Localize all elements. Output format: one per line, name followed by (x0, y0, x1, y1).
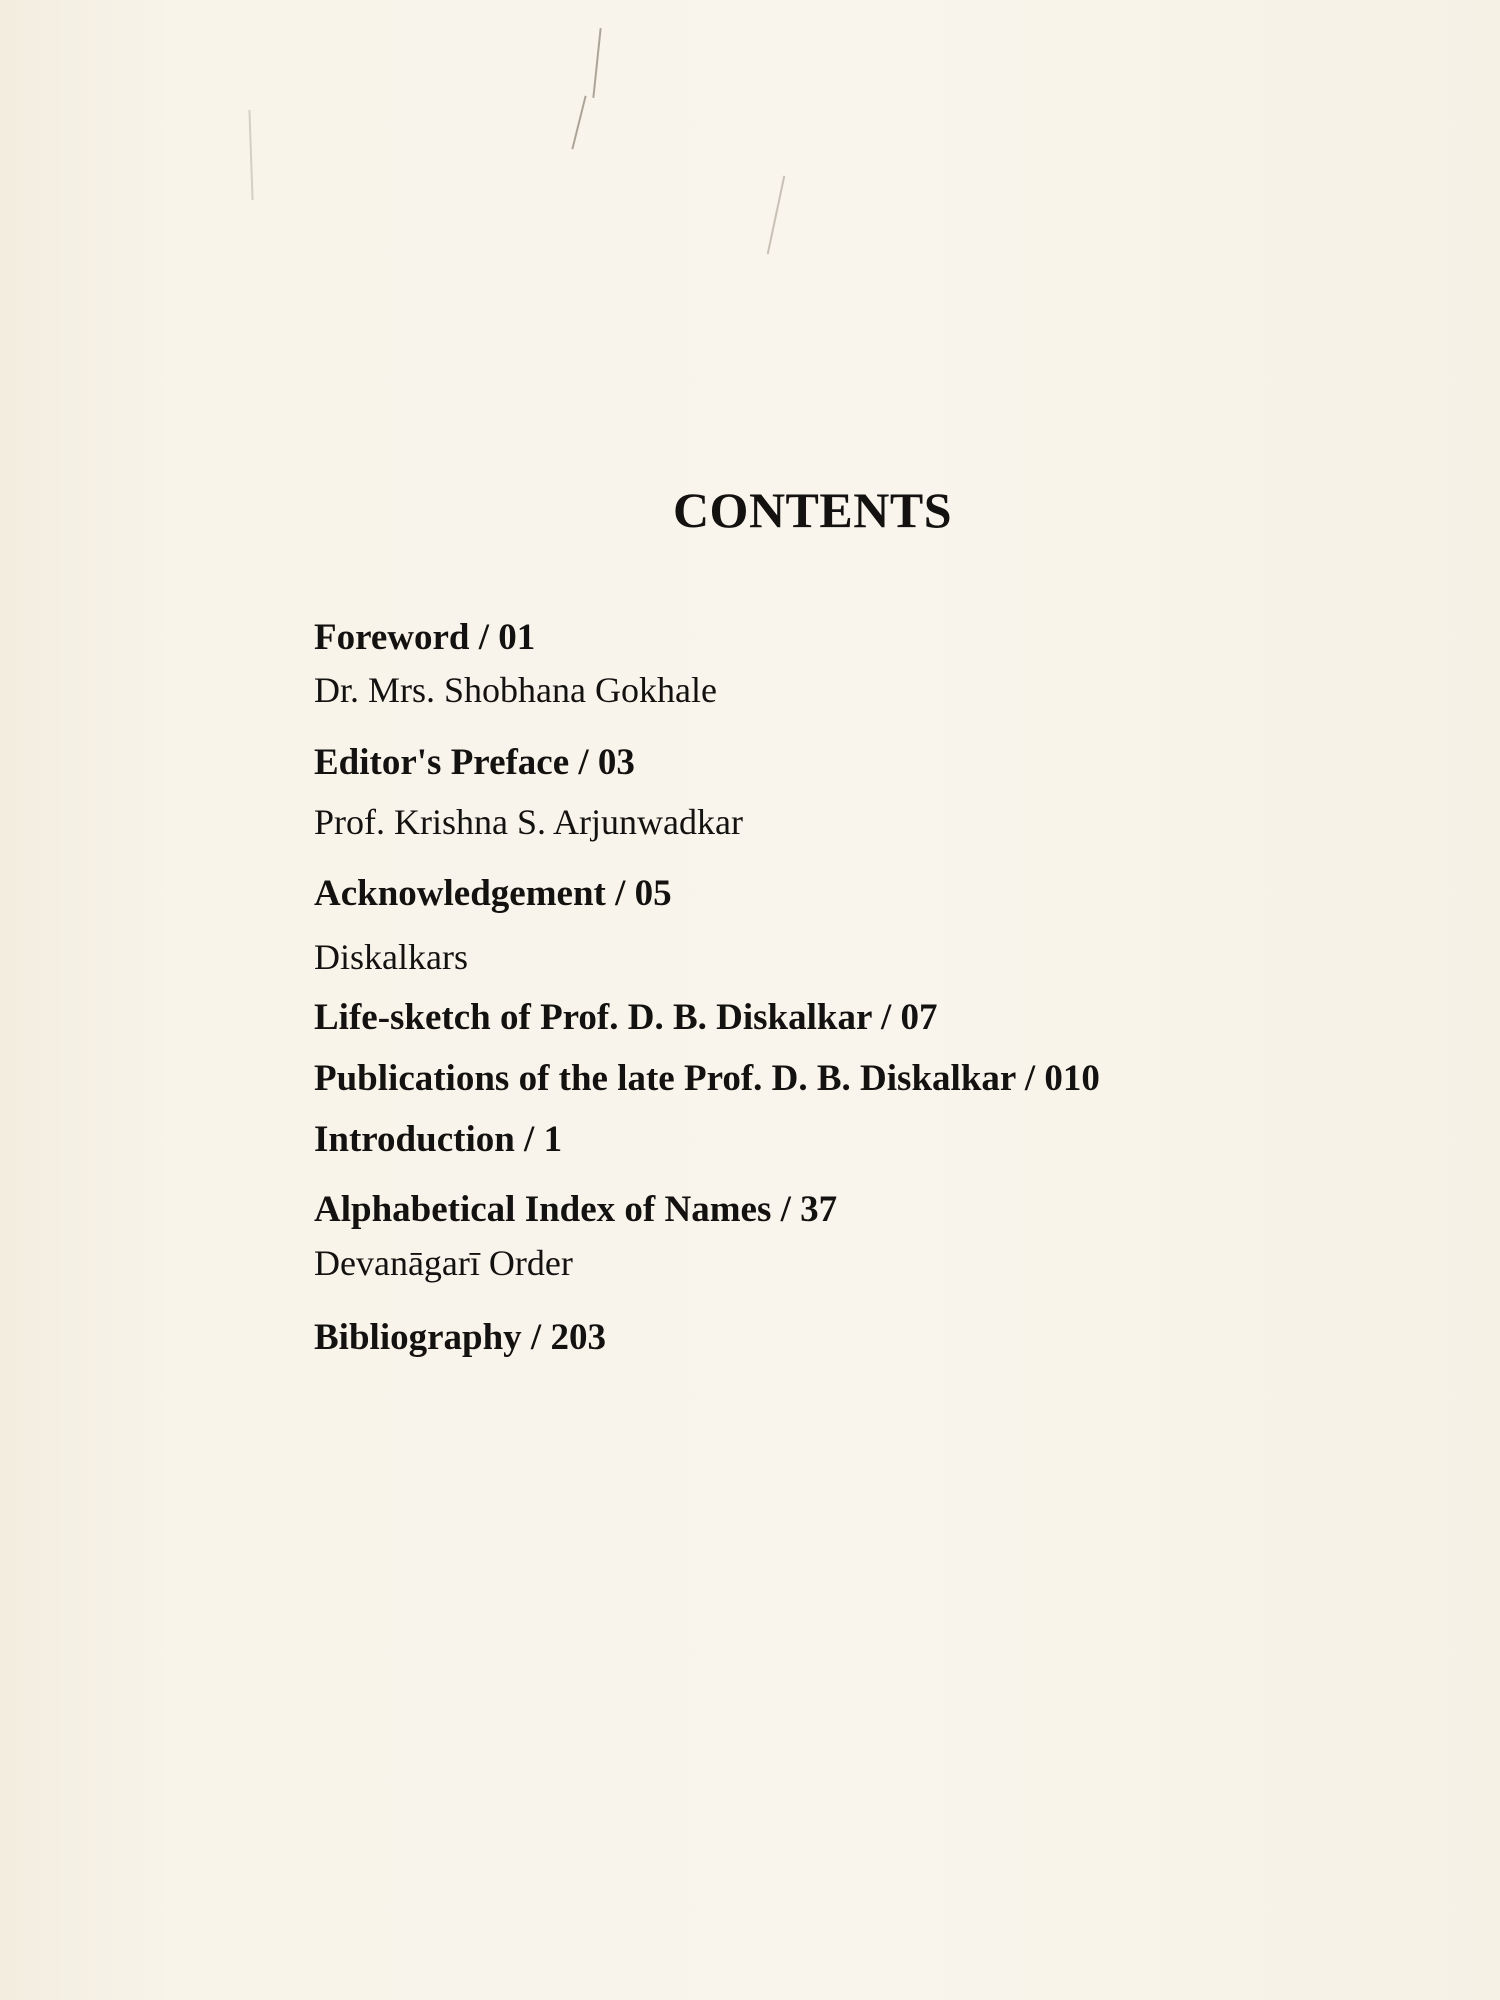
entry-editors-preface: Editor's Preface / 03 (314, 742, 635, 783)
entry-foreword: Foreword / 01 (314, 617, 536, 658)
entry-introduction: Introduction / 1 (314, 1119, 563, 1160)
entry-acknowledgement-author: Diskalkars (314, 937, 468, 977)
pencil-scratch (592, 28, 601, 98)
entry-publications: Publications of the late Prof. D. B. Diskalkar / 010 (314, 1058, 1100, 1099)
entry-alphabetical-index: Alphabetical Index of Names / 37 (314, 1189, 838, 1230)
entry-bibliography: Bibliography / 203 (314, 1317, 606, 1358)
entry-editors-preface-author: Prof. Krishna S. Arjunwadkar (314, 802, 743, 842)
page-title: CONTENTS (672, 482, 953, 538)
pencil-scratch (248, 110, 253, 200)
pencil-scratch (571, 96, 586, 150)
entry-alphabetical-index-note: Devanāgarī Order (314, 1243, 573, 1283)
pencil-scratch (767, 176, 786, 255)
entry-life-sketch: Life-sketch of Prof. D. B. Diskalkar / 07 (314, 997, 938, 1038)
entry-acknowledgement: Acknowledgement / 05 (314, 873, 672, 914)
entry-foreword-author: Dr. Mrs. Shobhana Gokhale (314, 670, 717, 710)
